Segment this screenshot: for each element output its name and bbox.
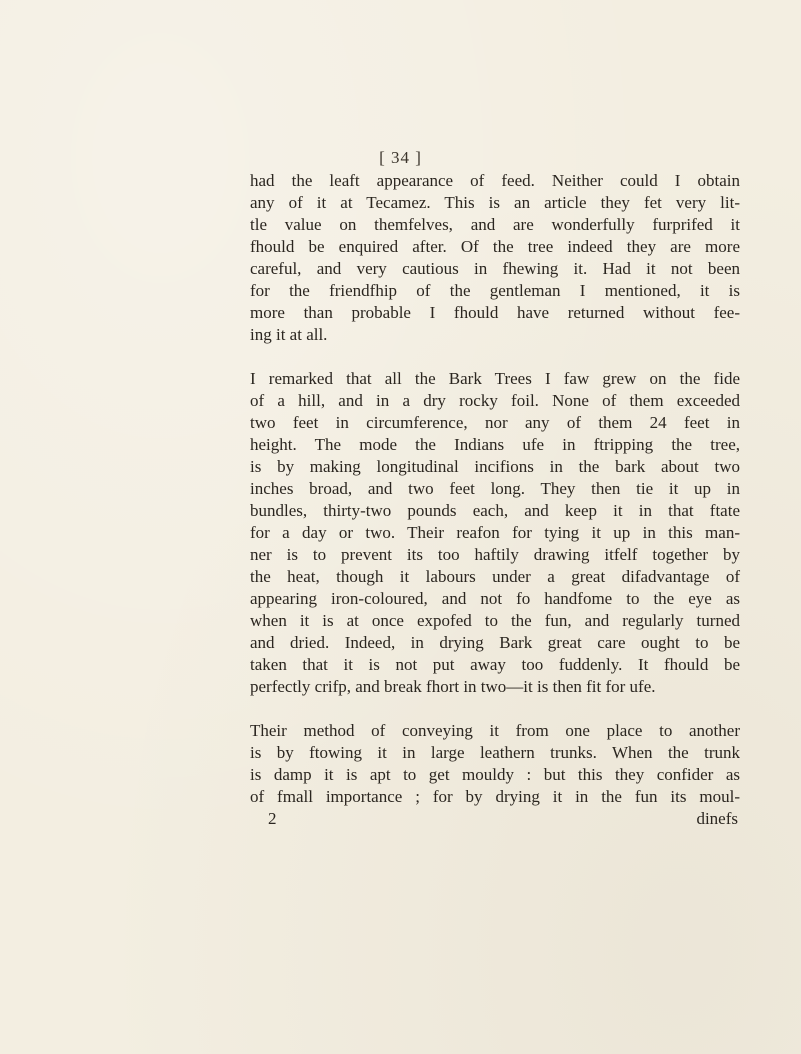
signature-mark: 2 xyxy=(268,809,277,828)
text-line: tle value on themfelves, and are wonderfully furprifed it xyxy=(250,215,740,234)
catchword: dinefs xyxy=(696,809,738,828)
text-line: I remarked that all the Bark Trees I faw grew on the fide xyxy=(250,369,740,388)
text-line: is damp it is apt to get mouldy : but this they confider as xyxy=(250,765,740,784)
text-line: more than probable I fhould have returned without fee- xyxy=(250,303,740,322)
text-line: and dried. Indeed, in drying Bark great care ought to be xyxy=(250,633,740,652)
text-line: for a day or two. Their reafon for tying it up in this man- xyxy=(250,523,740,542)
paragraph-1 xyxy=(250,170,740,346)
body-text xyxy=(250,170,740,830)
text-line: of a hill, and in a dry rocky foil. None of them exceeded xyxy=(250,391,740,410)
text-line: is by making longitudinal incifions in the bark about two xyxy=(250,457,740,476)
text-line: for the friendfhip of the gentleman I mentioned, it is xyxy=(250,281,740,300)
text-line: fhould be enquired after. Of the tree indeed they are more xyxy=(250,237,740,256)
text-line: inches broad, and two feet long. They then tie it up in xyxy=(250,479,740,498)
text-line: the heat, though it labours under a great difadvantage of xyxy=(250,567,740,586)
text-line: Their method of conveying it from one place to another xyxy=(250,721,740,740)
text-line: bundles, thirty-two pounds each, and keep it in that ftate xyxy=(250,501,740,520)
text-line: perfectly crifp, and break fhort in two—it is then fit for ufe. xyxy=(250,677,656,696)
text-line: two feet in circumference, nor any of them 24 feet in xyxy=(250,413,740,432)
page-number-header: [ 34 ] xyxy=(379,148,422,167)
text-line: when it is at once expofed to the fun, and regularly turned xyxy=(250,611,740,630)
paragraph-gap xyxy=(250,698,740,720)
text-line: ner is to prevent its too haftily drawing itfelf together by xyxy=(250,545,740,564)
text-line: had the leaft appearance of feed. Neither could I obtain xyxy=(250,171,740,190)
text-line: height. The mode the Indians ufe in ftripping the tree, xyxy=(250,435,740,454)
page-footer xyxy=(250,808,740,830)
text-line: careful, and very cautious in fhewing it. Had it not been xyxy=(250,259,740,278)
paragraph-2 xyxy=(250,368,740,698)
text-line: is by ftowing it in large leathern trunks. When the trunk xyxy=(250,743,740,762)
text-line: ing it at all. xyxy=(250,325,328,344)
text-line: any of it at Tecamez. This is an article they fet very lit- xyxy=(250,193,740,212)
paragraph-3 xyxy=(250,720,740,808)
text-line: of fmall importance ; for by drying it in the fun its moul- xyxy=(250,787,740,806)
text-line: appearing iron-coloured, and not fo handfome to the eye as xyxy=(250,589,740,608)
text-line: taken that it is not put away too fuddenly. It fhould be xyxy=(250,655,740,674)
paragraph-gap xyxy=(250,346,740,368)
